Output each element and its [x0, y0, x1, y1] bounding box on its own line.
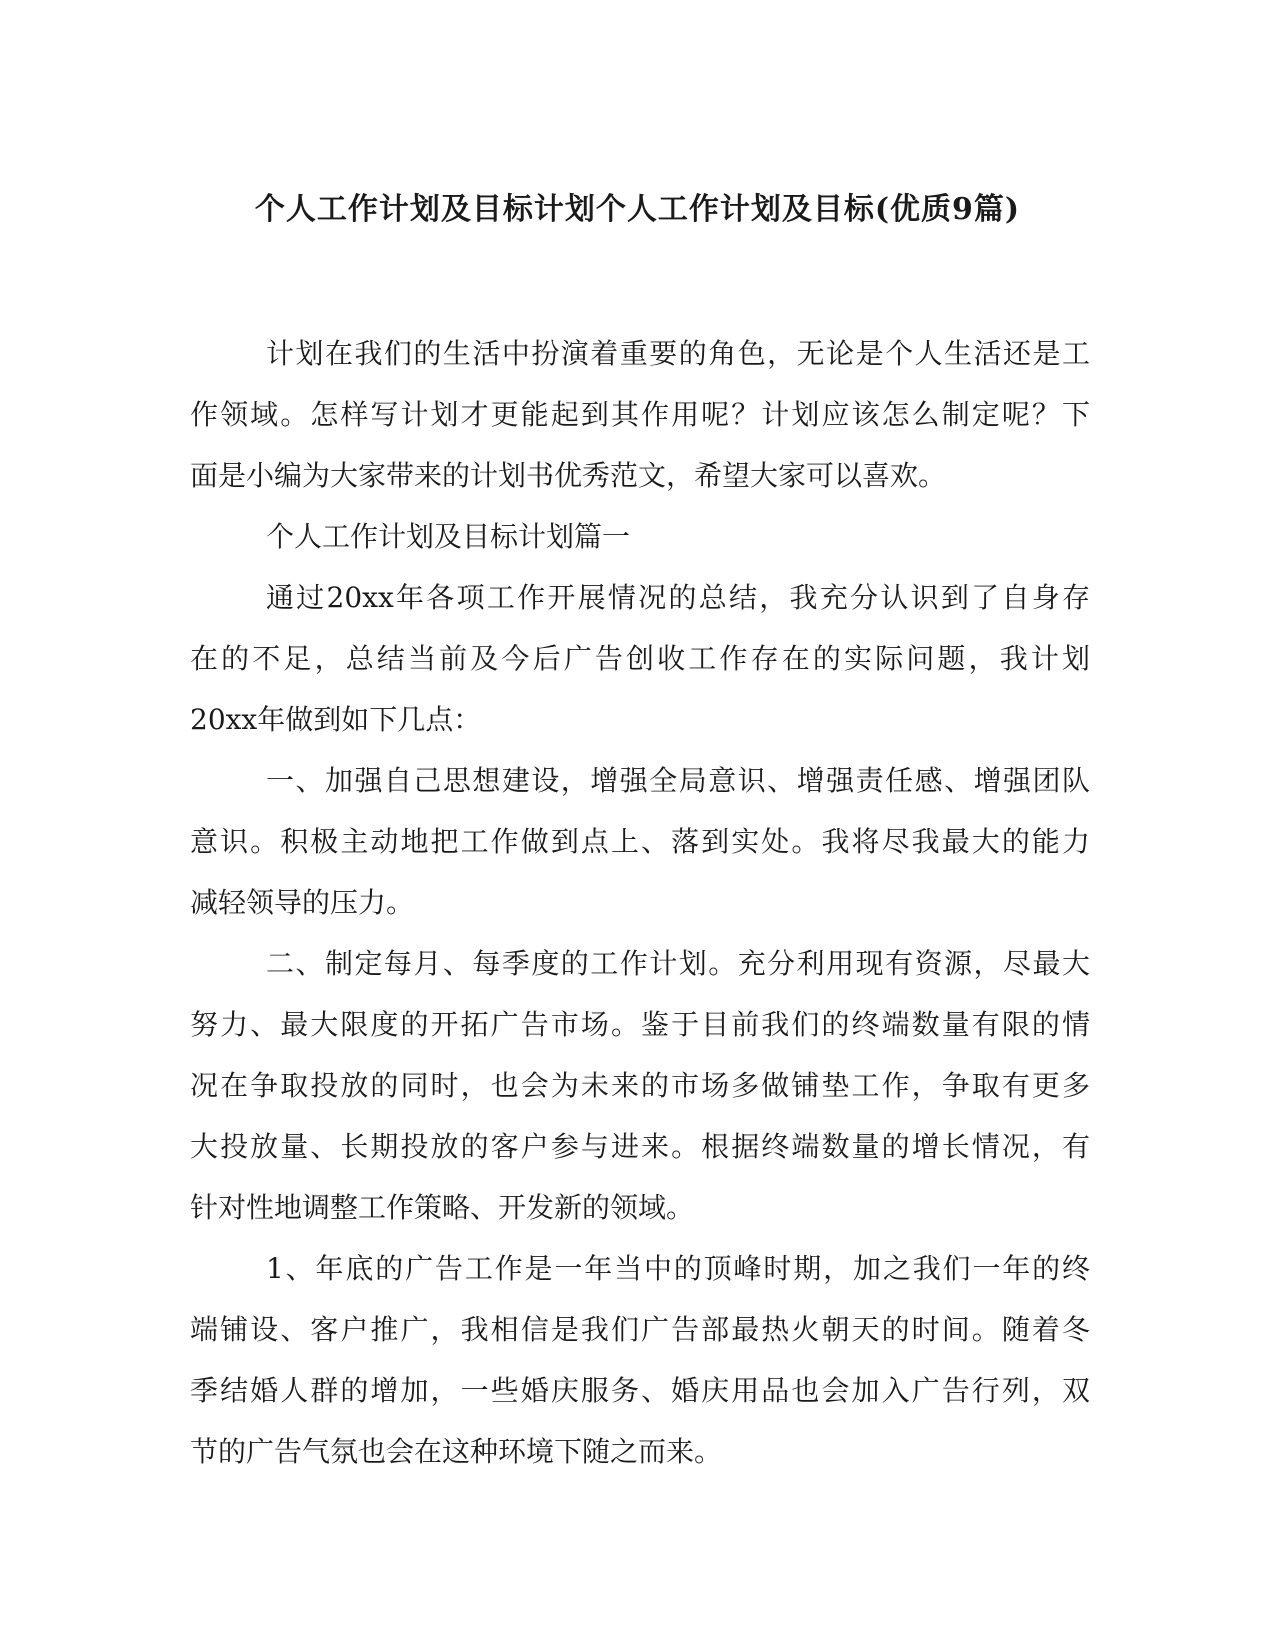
paragraph-line: 1、年底的广告工作是一年当中的顶峰时期，加之我们一年的终: [266, 1252, 1090, 1285]
paragraph-line: 季结婚人群的增加，一些婚庆服务、婚庆用品也会加入广告行列，双: [190, 1374, 1090, 1407]
paragraph-line: 面是小编为大家带来的计划书优秀范文，希望大家可以喜欢。: [190, 459, 947, 492]
paragraph-line: 意识。积极主动地把工作做到点上、落到实处。我将尽我最大的能力: [190, 825, 1090, 858]
document-body: [190, 323, 1090, 1482]
paragraph-line: 一、加强自己思想建设，增强全局意识、增强责任感、增强团队: [266, 764, 1090, 797]
document-title: 个人工作计划及目标计划个人工作计划及目标(优质9篇): [254, 192, 1021, 227]
paragraph-line: 况在争取投放的同时，也会为未来的市场多做铺垫工作，争取有更多: [190, 1069, 1090, 1102]
paragraph-line: 节的广告气氛也会在这种环境下随之而来。: [190, 1435, 723, 1468]
paragraph-line: 通过20xx年各项工作开展情况的总结，我充分认识到了自身存: [266, 581, 1090, 614]
paragraph-line: 个人工作计划及目标计划篇一: [266, 520, 631, 553]
paragraph-line: 大投放量、长期投放的客户参与进来。根据终端数量的增长情况，有: [190, 1130, 1090, 1163]
paragraph-line: 二、制定每月、每季度的工作计划。充分利用现有资源，尽最大: [266, 947, 1090, 980]
paragraph-line: 努力、最大限度的开拓广告市场。鉴于目前我们的终端数量有限的情: [190, 1008, 1090, 1041]
paragraph-line: 端铺设、客户推广，我相信是我们广告部最热火朝天的时间。随着冬: [190, 1313, 1090, 1346]
paragraph-line: 在的不足，总结当前及今后广告创收工作存在的实际问题，我计划: [190, 642, 1090, 675]
paragraph-line: 计划在我们的生活中扮演着重要的角色，无论是个人生活还是工: [266, 337, 1090, 370]
paragraph-line: 减轻领导的压力。: [190, 886, 415, 919]
paragraph-line: 针对性地调整工作策略、开发新的领域。: [190, 1191, 695, 1224]
paragraph-line: 20xx年做到如下几点：: [190, 703, 482, 736]
paragraph-line: 作领域。怎样写计划才更能起到其作用呢？计划应该怎么制定呢？下: [190, 398, 1090, 431]
